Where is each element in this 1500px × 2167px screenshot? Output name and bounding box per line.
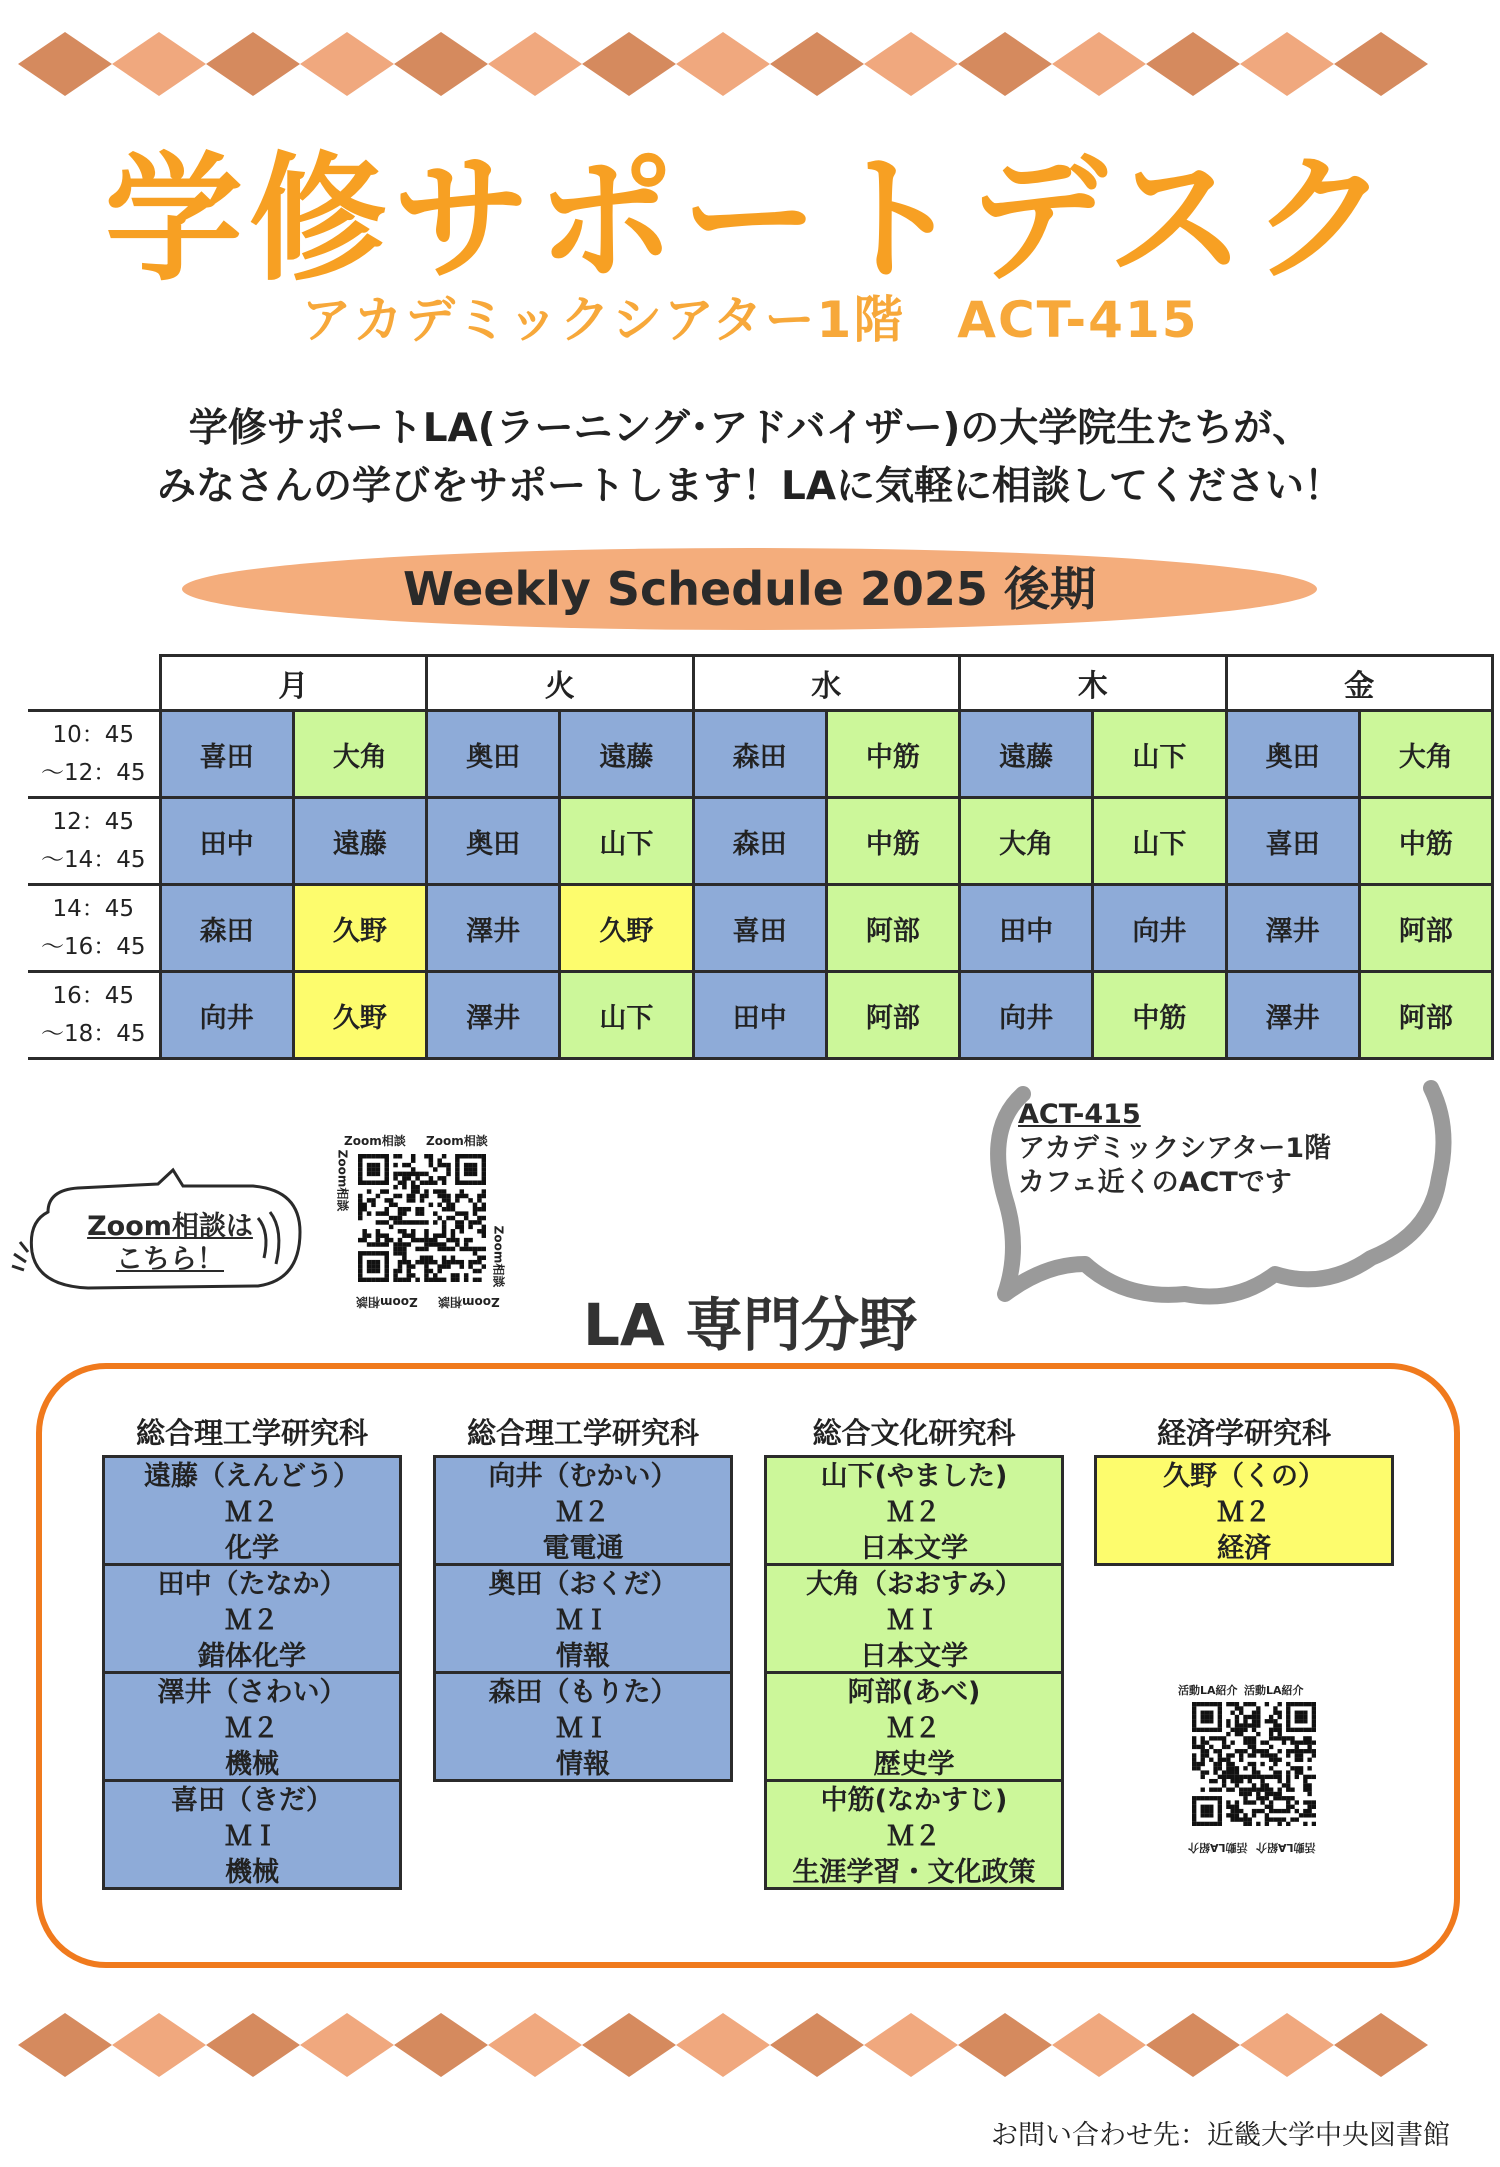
location-line-1: ACT-415 bbox=[1018, 1099, 1141, 1130]
la-qr-label-bottom: 活動LA紹介 bbox=[1256, 1841, 1316, 1854]
schedule-header-row bbox=[28, 656, 1493, 711]
schedule-cell: 奥田 bbox=[427, 798, 560, 885]
schedule-row bbox=[28, 798, 1493, 885]
schedule-cell: 阿部 bbox=[826, 972, 959, 1059]
schedule-cell: 中筋 bbox=[826, 798, 959, 885]
la-member-year: Ｍ２ bbox=[556, 1497, 610, 1528]
decorative-diamond bbox=[1052, 32, 1146, 96]
field-column bbox=[102, 1408, 402, 1890]
field-column bbox=[1094, 1408, 1394, 1566]
la-member-field: 情報 bbox=[556, 1641, 610, 1672]
la-qr-label-top-2: 活動LA紹介 bbox=[1244, 1684, 1304, 1697]
decorative-diamond-border-bottom bbox=[0, 2005, 1500, 2085]
la-member-field: 機械 bbox=[225, 1857, 279, 1888]
day-header: 月 bbox=[160, 656, 427, 711]
schedule-row bbox=[28, 711, 1493, 798]
decorative-diamond bbox=[864, 2013, 958, 2077]
field-column bbox=[433, 1408, 733, 1782]
la-member-name: 澤井（さわい） bbox=[157, 1677, 347, 1708]
decorative-diamond bbox=[958, 2013, 1052, 2077]
la-member-year: Ｍ２ bbox=[225, 1713, 279, 1744]
la-member-field: 錯体化学 bbox=[198, 1641, 306, 1672]
zoom-qr-label-top: Zoom相談 bbox=[344, 1134, 406, 1148]
la-member-year: ＭＩ bbox=[556, 1605, 610, 1636]
schedule-cell: 阿部 bbox=[826, 885, 959, 972]
zoom-qr-label-bottom: Zoom相談 bbox=[438, 1295, 500, 1309]
schedule-cell: 向井 bbox=[1093, 885, 1226, 972]
intro-line-2: みなさんの学びをサポートします！LAに気軽に相談してください！ bbox=[156, 464, 1344, 509]
decorative-diamond bbox=[582, 32, 676, 96]
field-column-heading: 総合理工学研究科 bbox=[466, 1416, 699, 1450]
schedule-cell: 奥田 bbox=[1226, 711, 1359, 798]
la-member-name: 山下(やました) bbox=[820, 1461, 1008, 1492]
la-member-card bbox=[764, 1671, 1064, 1782]
la-intro-qr-code[interactable] bbox=[1168, 1680, 1338, 1856]
day-header: 水 bbox=[693, 656, 960, 711]
decorative-diamond bbox=[18, 32, 112, 96]
field-column-heading: 経済学研究科 bbox=[1156, 1416, 1331, 1450]
la-member-field: 情報 bbox=[556, 1749, 610, 1780]
la-member-card bbox=[433, 1563, 733, 1674]
schedule-cell: 阿部 bbox=[1359, 885, 1492, 972]
la-member-field: 機械 bbox=[225, 1749, 279, 1780]
location-line-2: アカデミックシアター1階 bbox=[1018, 1133, 1332, 1164]
time-slot-end: ～16：45 bbox=[40, 934, 146, 960]
schedule-cell: 山下 bbox=[560, 798, 693, 885]
decorative-diamond bbox=[300, 32, 394, 96]
zoom-qr-label-top-2: Zoom相談 bbox=[426, 1134, 488, 1148]
time-slot bbox=[28, 885, 160, 972]
zoom-qr-label-bottom-2: Zoom相談 bbox=[356, 1295, 418, 1309]
decorative-diamond bbox=[1334, 32, 1428, 96]
time-slot-start: 12：45 bbox=[52, 809, 135, 835]
schedule-heading: Weekly Schedule 2025 後期 bbox=[182, 548, 1317, 630]
zoom-bubble-line-2: こちら！ bbox=[116, 1244, 224, 1275]
la-member-name: 奥田（おくだ） bbox=[488, 1569, 678, 1600]
la-member-year: Ｍ２ bbox=[887, 1713, 941, 1744]
decorative-diamond bbox=[676, 32, 770, 96]
la-member-card bbox=[764, 1779, 1064, 1890]
time-slot-start: 16：45 bbox=[52, 983, 135, 1009]
la-member-field: 経済 bbox=[1217, 1533, 1271, 1564]
schedule-cell: 澤井 bbox=[427, 972, 560, 1059]
la-member-year: Ｍ２ bbox=[225, 1497, 279, 1528]
la-member-year: ＭＩ bbox=[556, 1713, 610, 1744]
la-member-name: 向井（むかい） bbox=[488, 1461, 678, 1492]
schedule-cell: 久野 bbox=[560, 885, 693, 972]
la-member-name: 久野（くの） bbox=[1163, 1461, 1325, 1492]
qr-code-icon bbox=[1192, 1702, 1316, 1826]
la-member-card bbox=[433, 1671, 733, 1782]
decorative-diamond bbox=[582, 2013, 676, 2077]
schedule-cell: 森田 bbox=[693, 711, 826, 798]
zoom-qr-label-left: Zoom相談 bbox=[335, 1149, 350, 1212]
schedule-cell: 阿部 bbox=[1359, 972, 1492, 1059]
decorative-diamond-border-top bbox=[0, 24, 1500, 104]
schedule-corner bbox=[28, 656, 160, 711]
schedule-cell: 大角 bbox=[960, 798, 1093, 885]
field-column-heading: 総合文化研究科 bbox=[812, 1416, 1016, 1450]
la-member-year: ＭＩ bbox=[887, 1605, 941, 1636]
decorative-diamond bbox=[1146, 2013, 1240, 2077]
decorative-diamond bbox=[394, 2013, 488, 2077]
schedule-cell: 澤井 bbox=[1226, 972, 1359, 1059]
schedule-cell: 森田 bbox=[693, 798, 826, 885]
day-header: 火 bbox=[427, 656, 694, 711]
decorative-diamond bbox=[864, 32, 958, 96]
la-qr-label-top: 活動LA紹介 bbox=[1178, 1684, 1238, 1697]
decorative-diamond bbox=[488, 2013, 582, 2077]
field-column-heading: 総合理工学研究科 bbox=[135, 1416, 368, 1450]
schedule-cell: 大角 bbox=[1359, 711, 1492, 798]
la-member-card bbox=[1094, 1455, 1394, 1566]
schedule-cell: 向井 bbox=[160, 972, 293, 1059]
schedule-cell: 中筋 bbox=[1359, 798, 1492, 885]
la-qr-label-bottom-2: 活動LA紹介 bbox=[1188, 1841, 1248, 1854]
contact-footer: お問い合わせ先：近畿大学中央図書館 bbox=[991, 2120, 1450, 2151]
schedule-cell: 遠藤 bbox=[293, 798, 426, 885]
schedule-cell: 遠藤 bbox=[560, 711, 693, 798]
time-slot-end: ～14：45 bbox=[40, 847, 146, 873]
decorative-diamond bbox=[958, 32, 1052, 96]
time-slot-start: 14：45 bbox=[52, 896, 135, 922]
la-member-card bbox=[764, 1563, 1064, 1674]
schedule-cell: 喜田 bbox=[693, 885, 826, 972]
la-member-field: 生涯学習・文化政策 bbox=[792, 1857, 1036, 1888]
decorative-diamond bbox=[676, 2013, 770, 2077]
la-member-card bbox=[764, 1455, 1064, 1566]
schedule-cell: 田中 bbox=[160, 798, 293, 885]
decorative-diamond bbox=[206, 2013, 300, 2077]
la-member-field: 化学 bbox=[225, 1533, 279, 1564]
schedule-cell: 久野 bbox=[293, 885, 426, 972]
decorative-diamond bbox=[112, 2013, 206, 2077]
field-column bbox=[764, 1408, 1064, 1890]
schedule-cell: 久野 bbox=[293, 972, 426, 1059]
la-member-name: 中筋(なかすじ) bbox=[820, 1785, 1008, 1816]
la-member-card bbox=[102, 1779, 402, 1890]
time-slot bbox=[28, 972, 160, 1059]
schedule-cell: 向井 bbox=[960, 972, 1093, 1059]
schedule-cell: 大角 bbox=[293, 711, 426, 798]
la-member-field: 日本文学 bbox=[860, 1533, 968, 1564]
day-header: 木 bbox=[960, 656, 1227, 711]
schedule-cell: 田中 bbox=[960, 885, 1093, 972]
la-member-field: 電電通 bbox=[542, 1533, 624, 1564]
la-member-name: 大角（おおすみ） bbox=[806, 1569, 1022, 1600]
la-member-name: 遠藤（えんどう） bbox=[144, 1461, 360, 1492]
decorative-diamond bbox=[206, 32, 300, 96]
page-title: 学修サポートデスク bbox=[104, 139, 1396, 300]
la-member-name: 田中（たなか） bbox=[157, 1569, 347, 1600]
schedule-cell: 喜田 bbox=[1226, 798, 1359, 885]
decorative-diamond bbox=[770, 2013, 864, 2077]
decorative-diamond bbox=[1146, 32, 1240, 96]
time-slot-end: ～12：45 bbox=[40, 760, 146, 786]
weekly-schedule-table bbox=[28, 654, 1494, 1060]
intro-line-1: 学修サポートLA(ラーニング･アドバイザー)の大学院生たちが、 bbox=[188, 406, 1312, 451]
schedule-row bbox=[28, 885, 1493, 972]
qr-code-icon bbox=[358, 1154, 486, 1282]
decorative-diamond bbox=[488, 32, 582, 96]
decorative-diamond bbox=[1334, 2013, 1428, 2077]
la-member-year: Ｍ２ bbox=[887, 1821, 941, 1852]
la-member-year: Ｍ２ bbox=[1217, 1497, 1271, 1528]
schedule-cell: 澤井 bbox=[427, 885, 560, 972]
la-fields-title: LA 専門分野 bbox=[582, 1291, 918, 1359]
schedule-cell: 田中 bbox=[693, 972, 826, 1059]
la-member-card bbox=[102, 1671, 402, 1782]
schedule-cell: 奥田 bbox=[427, 711, 560, 798]
time-slot-start: 10：45 bbox=[52, 722, 135, 748]
decorative-diamond bbox=[394, 32, 488, 96]
zoom-bubble-line-1: Zoom相談は bbox=[87, 1211, 253, 1242]
la-member-card bbox=[102, 1563, 402, 1674]
time-slot bbox=[28, 711, 160, 798]
la-member-name: 阿部(あべ) bbox=[847, 1677, 981, 1708]
la-member-name: 喜田（きだ） bbox=[171, 1785, 333, 1816]
decorative-diamond bbox=[1240, 32, 1334, 96]
decorative-diamond bbox=[112, 32, 206, 96]
page-subtitle: アカデミックシアター1階 ACT-415 bbox=[301, 291, 1199, 349]
schedule-cell: 山下 bbox=[560, 972, 693, 1059]
la-member-year: ＭＩ bbox=[225, 1821, 279, 1852]
la-member-field: 歴史学 bbox=[873, 1749, 955, 1780]
schedule-cell: 山下 bbox=[1093, 711, 1226, 798]
decorative-diamond bbox=[18, 2013, 112, 2077]
schedule-cell: 山下 bbox=[1093, 798, 1226, 885]
time-slot-end: ～18：45 bbox=[40, 1021, 146, 1047]
schedule-cell: 中筋 bbox=[1093, 972, 1226, 1059]
schedule-cell: 澤井 bbox=[1226, 885, 1359, 972]
schedule-cell: 中筋 bbox=[826, 711, 959, 798]
decorative-diamond bbox=[1240, 2013, 1334, 2077]
decorative-diamond bbox=[770, 32, 864, 96]
schedule-cell: 遠藤 bbox=[960, 711, 1093, 798]
time-slot bbox=[28, 798, 160, 885]
schedule-cell: 森田 bbox=[160, 885, 293, 972]
schedule-cell: 喜田 bbox=[160, 711, 293, 798]
day-header: 金 bbox=[1226, 656, 1493, 711]
la-member-name: 森田（もりた） bbox=[488, 1677, 678, 1708]
la-member-card bbox=[102, 1455, 402, 1566]
la-member-year: Ｍ２ bbox=[887, 1497, 941, 1528]
la-member-field: 日本文学 bbox=[860, 1641, 968, 1672]
decorative-diamond bbox=[300, 2013, 394, 2077]
zoom-qr-label-right: Zoom相談 bbox=[491, 1225, 506, 1288]
schedule-row bbox=[28, 972, 1493, 1059]
la-member-card bbox=[433, 1455, 733, 1566]
la-member-year: Ｍ２ bbox=[225, 1605, 279, 1636]
location-line-3: カフェ近くのACTです bbox=[1018, 1167, 1292, 1198]
decorative-diamond bbox=[1052, 2013, 1146, 2077]
